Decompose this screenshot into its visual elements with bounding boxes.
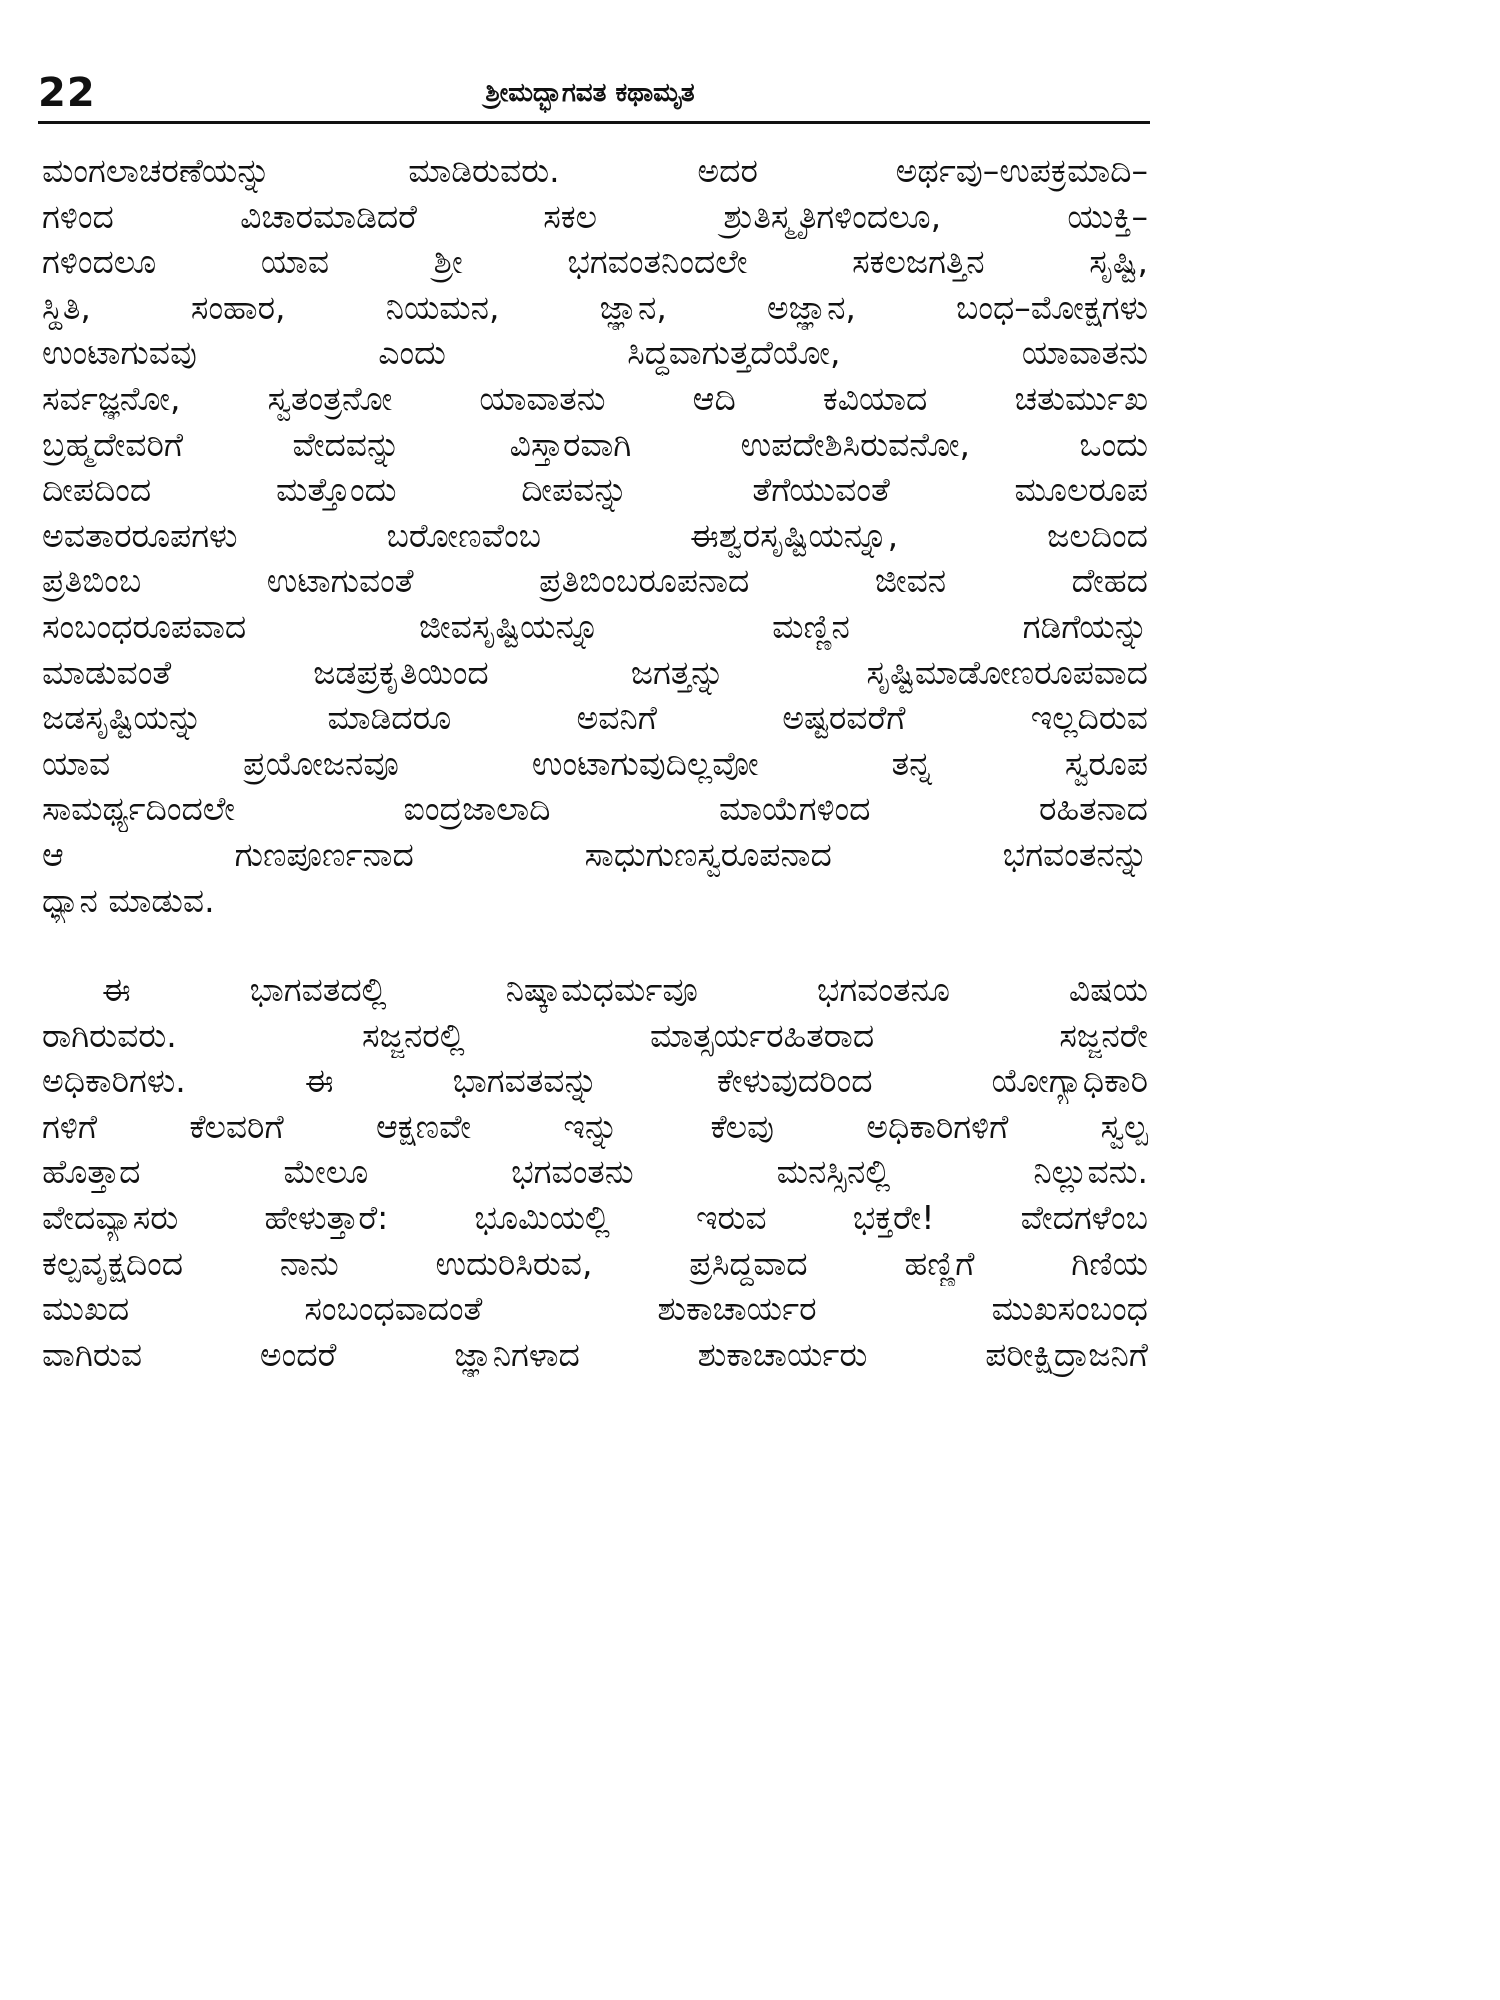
page-number: 22: [38, 70, 96, 116]
text-line: ಪ್ರತಿಬಿಂಬ ಉಟಾಗುವಂತೆ ಪ್ರತಿಬಿಂಬರೂಪನಾದ ಜೀವನ ದೇಹದ: [42, 561, 1148, 601]
text-line: ಉಂಟಾಗುವವು ಎಂದು ಸಿದ್ಧವಾಗುತ್ತದೆಯೋ, ಯಾವಾತನು: [42, 333, 1148, 373]
header-rule: [38, 121, 1150, 124]
text-line: ಗಳಿಗೆ ಕೆಲವರಿಗೆ ಆಕ್ಷಣವೇ ಇನ್ನು ಕೆಲವು ಅಧಿಕಾರಿಗಳಿಗೆ ಸ್ವಲ್ಪ: [42, 1106, 1148, 1146]
running-title: ಶ್ರೀಮದ್ಭಾಗವತ ಕಥಾಮೃತ: [485, 78, 695, 108]
text-line: ರಾಗಿರುವರು. ಸಜ್ಜನರಲ್ಲಿ ಮಾತ್ಸರ್ಯರಹಿತರಾದ ಸಜ್ಜನರೇ: [42, 1015, 1148, 1055]
body-text: [42, 148, 1148, 1377]
text-line: ಮಂಗಲಾಚರಣೆಯನ್ನು ಮಾಡಿರುವರು. ಅದರ ಅರ್ಥವು–ಉಪಕ್ರಮಾದಿ–: [42, 151, 1148, 190]
text-line: ಅವತಾರರೂಪಗಳು ಬರೋಣವೆಂಬ ಈಶ್ವರಸೃಷ್ಟಿಯನ್ನೂ, ಜಲದಿಂದ: [42, 515, 1148, 555]
text-line: ಗಳಿಂದ ವಿಚಾರಮಾಡಿದರೆ ಸಕಲ ಶ್ರುತಿಸ್ಮೃತಿಗಳಿಂದಲೂ, ಯುಕ್ತಿ–: [42, 196, 1148, 236]
text-line: ಈ ಭಾಗವತದಲ್ಲಿ ನಿಷ್ಕಾಮಧರ್ಮವೂ ಭಗವಂತನೂ ವಿಷಯ: [102, 970, 1148, 1010]
text-line: ಅಧಿಕಾರಿಗಳು. ಈ ಭಾಗವತವನ್ನು ಕೇಳುವುದರಿಂದ ಯೋಗ್ಯಾಧಿಕಾರಿ: [42, 1061, 1148, 1101]
text-line: ಧ್ಯಾನ ಮಾಡುವ.: [42, 880, 215, 920]
paragraph-gap: [42, 923, 1148, 967]
text-line: ಯಾವ ಪ್ರಯೋಜನವೂ ಉಂಟಾಗುವುದಿಲ್ಲವೋ ತನ್ನ ಸ್ವರೂಪ: [42, 743, 1148, 783]
text-line: ವೇದವ್ಯಾಸರು ಹೇಳುತ್ತಾರೆ: ಭೂಮಿಯಲ್ಲಿ ಇರುವ ಭಕ್ತರೇ! ವೇದಗಳೆಂಬ: [42, 1198, 1148, 1238]
text-line: ವಾಗಿರುವ ಅಂದರೆ ಜ್ಞಾನಿಗಳಾದ ಶುಕಾಚಾರ್ಯರು ಪರೀಕ್ಷಿದ್ರಾಜನಿಗೆ: [42, 1334, 1148, 1374]
paragraph-2: [42, 967, 1148, 1377]
text-line: ಕಲ್ಪವೃಕ್ಷದಿಂದ ನಾನು ಉದುರಿಸಿರುವ, ಪ್ರಸಿದ್ಧವಾದ ಹಣ್ಣಿಗೆ ಗಿಣಿಯ: [42, 1243, 1148, 1283]
text-line: ಮಾಡುವಂತೆ ಜಡಪ್ರಕೃತಿಯಿಂದ ಜಗತ್ತನ್ನು ಸೃಷ್ಟಿಮಾಡೋಣರೂಪವಾದ: [42, 652, 1148, 692]
text-line: ಮುಖದ ಸಂಬಂಧವಾದಂತೆ ಶುಕಾಚಾರ್ಯರ ಮುಖಸಂಬಂಧ: [42, 1289, 1148, 1329]
text-line: ಗಳಿಂದಲೂ ಯಾವ ಶ್ರೀ ಭಗವಂತನಿಂದಲೇ ಸಕಲಜಗತ್ತಿನ ಸೃಷ್ಟಿ,: [42, 242, 1148, 282]
text-line: ಬ್ರಹ್ಮದೇವರಿಗೆ ವೇದವನ್ನು ವಿಸ್ತಾರವಾಗಿ ಉಪದೇಶಿಸಿರುವನೋ, ಒಂದು: [42, 424, 1148, 464]
text-line: ಹೊತ್ತಾದ ಮೇಲೂ ಭಗವಂತನು ಮನಸ್ಸಿನಲ್ಲಿ ನಿಲ್ಲುವನು.: [42, 1152, 1148, 1192]
text-line: ಸಂಬಂಧರೂಪವಾದ ಜೀವಸೃಷ್ಟಿಯನ್ನೂ ಮಣ್ಣಿನ ಗಡಿಗೆಯನ್ನು: [42, 606, 1148, 646]
text-line: ಸಾಮರ್ಥ್ಯದಿಂದಲೇ ಐಂದ್ರಜಾಲಾದಿ ಮಾಯೆಗಳಿಂದ ರಹಿತನಾದ: [42, 789, 1148, 829]
text-line: ಜಡಸೃಷ್ಟಿಯನ್ನು ಮಾಡಿದರೂ ಅವನಿಗೆ ಅಷ್ಟರವರೆಗೆ ಇಲ್ಲದಿರುವ: [42, 698, 1148, 738]
paragraph-1: [42, 148, 1148, 923]
text-line: ಸ್ಥಿತಿ, ಸಂಹಾರ, ನಿಯಮನ, ಜ್ಞಾನ, ಅಜ್ಞಾನ, ಬಂಧ–ಮೋಕ್ಷಗಳು: [42, 287, 1148, 327]
text-line: ಸರ್ವಜ್ಞನೋ, ಸ್ವತಂತ್ರನೋ ಯಾವಾತನು ಆದಿ ಕವಿಯಾದ ಚತುರ್ಮುಖ: [42, 378, 1148, 418]
text-line: ಆ ಗುಣಪೂರ್ಣನಾದ ಸಾಧುಗುಣಸ್ವರೂಪನಾದ ಭಗವಂತನನ್ನು: [42, 834, 1148, 874]
text-line: ದೀಪದಿಂದ ಮತ್ತೊಂದು ದೀಪವನ್ನು ತೆಗೆಯುವಂತೆ ಮೂಲರೂಪ: [42, 470, 1148, 510]
